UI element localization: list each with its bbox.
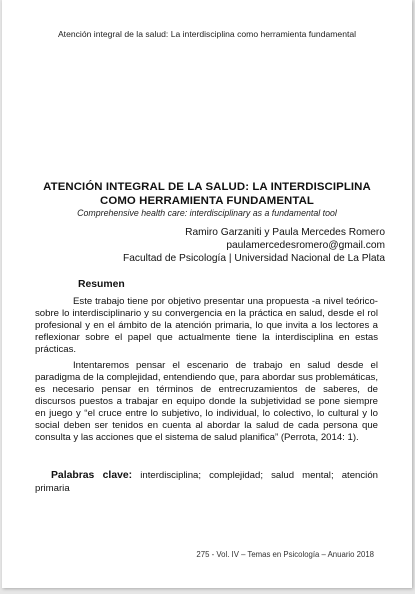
author-affiliation: Facultad de Psicología | Universidad Nacional de La Plata: [122, 253, 385, 265]
keywords-list: interdisciplina; complejidad; salud mental; atención primaria: [35, 470, 378, 494]
keywords-label: Palabras clave:: [51, 470, 133, 481]
article-title: [22, 181, 392, 208]
keywords-line: [35, 470, 378, 495]
author-block: [123, 226, 385, 266]
page-footer: 275 - Vol. IV – Temas en Psicología – Anuario 2018: [196, 550, 374, 559]
running-head: Atención integral de la salud: La interdisciplina como herramienta fundamental: [57, 29, 357, 39]
document-page: [2, 0, 412, 588]
abstract-heading: Resumen: [78, 279, 125, 290]
author-names: Ramiro Garzaniti y Paula Mercedes Romero: [185, 227, 385, 238]
abstract-paragraph-2: Intentaremos pensar el escenario de trabajo en salud desde el paradigma de la complejidad, entendiendo que, para abordar sus problemáticas, es necesario pensar en términos de entrecruzamientos de saberes, de discursos puestos a trabajar en equipo donde la subjetividad se pone siempre en juego y “el cruce entre lo subjetivo, lo individual, lo colectivo, lo cultural y lo social deben ser tenidos en cuenta al abordar la salud de cada persona que consulta y las acciones que el sistema de salud planifica” (Perrota, 2014: 1).: [35, 360, 378, 443]
article-title-line-1: ATENCIÓN INTEGRAL DE LA SALUD: LA INTERDISCIPLINA: [43, 181, 371, 193]
author-email: paulamercedesromero@gmail.com: [226, 240, 385, 252]
article-subtitle: Comprehensive health care: interdisciplinary as a fundamental tool: [77, 208, 337, 218]
abstract-paragraph-1: Este trabajo tiene por objetivo presentar una propuesta -a nivel teórico- sobre lo interdisciplinario y su convergencia en la práctica en salud, desde el rol profesional y en el ámbito de la atención primaria, lo que invita a los lectores a reflexionar sobre el papel que actualmente tiene la interdisciplina en estas prácticas.: [35, 296, 378, 355]
article-title-line-2: COMO HERRAMIENTA FUNDAMENTAL: [100, 194, 314, 207]
